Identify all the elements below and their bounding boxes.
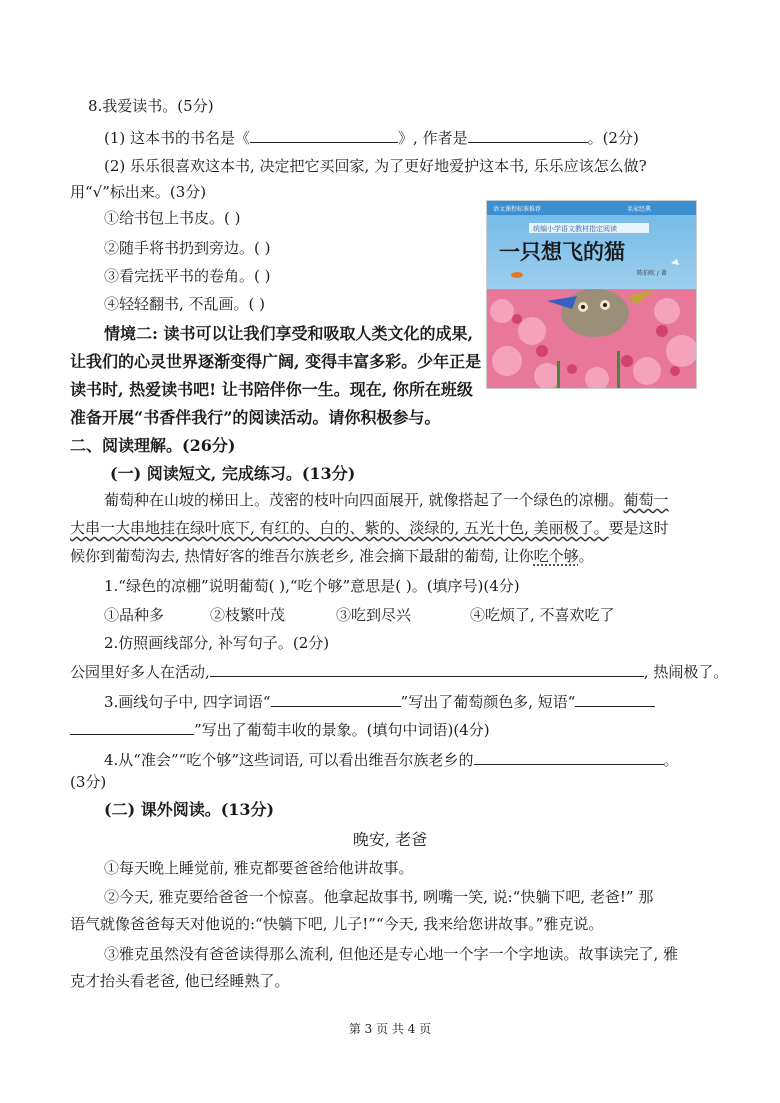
cover-author: 陈伯吹 / 著 — [637, 270, 667, 277]
q8-part2-line1: (2) 乐乐很喜欢这本书, 决定把它买回家, 为了更好地爱护这本书, 乐乐应该怎么做? — [104, 157, 647, 175]
q2-prefix: 公园里好多人在活动, — [70, 663, 210, 681]
q3-prefix: 3.画线句子中, 四字词语“ — [104, 693, 271, 711]
q1-text: 1.“绿色的凉棚”说明葡萄( ),“吃个够”意思是( )。(填序号)(4分) — [104, 577, 520, 595]
q2-suffix: , 热闹极了。 — [643, 663, 729, 681]
q8-part1-prefix: (1) 这本书的书名是《 — [104, 129, 251, 147]
q3-suffix: ”写出了葡萄丰收的景象。(填句中词语)(4分) — [194, 721, 490, 739]
q3-phrase-blank-b[interactable] — [70, 718, 194, 735]
cover-badge-right: 名家经典 — [627, 206, 652, 213]
q3-line-1 — [104, 690, 655, 712]
passage-line-2-rest: 要是这时 — [608, 519, 669, 537]
q2-answer-blank[interactable] — [210, 660, 644, 677]
passage-underlined-2: 大串一大串地挂在绿叶底下, 有红的、白的、紫的、淡绿的, 五光十色, 美丽极了。 — [70, 519, 609, 537]
cover-badge-left: 语文课程标准推荐 — [493, 206, 542, 213]
passage-line-1-text: 葡萄种在山坡的梯田上。茂密的枝叶向四面展开, 就像搭起了一个绿色的凉棚。 — [104, 491, 624, 509]
q8-option-2[interactable]: ②随手将书扔到旁边。( ) — [104, 239, 271, 257]
story-para-2-line-2: 语气就像爸爸每天对他说的:“快躺下吧, 儿子!”“今天, 我来给您讲故事。”雅克说。 — [70, 915, 604, 933]
q2-text: 2.仿照画线部分, 补写句子。(2分) — [104, 634, 330, 652]
part2-title: (二) 课外阅读。(13分) — [104, 800, 275, 819]
cover-top-banner: 统编小学语文教材指定阅读 — [533, 225, 617, 233]
cat-illustration — [561, 289, 629, 337]
q4-prefix: 4.从“准会”“吃个够”这些词语, 可以看出维吾尔族老乡的 — [104, 751, 474, 769]
q1-option-1: ①品种多 — [104, 606, 165, 624]
story-para-3-line-2: 克才抬头看老爸, 他已经睡熟了。 — [70, 972, 290, 990]
page-footer: 第 3 页 共 4 页 — [348, 1022, 432, 1036]
q8-option-4[interactable]: ④轻轻翻书, 不乱画。( ) — [104, 295, 266, 313]
q1-option-4: ④吃烦了, 不喜欢吃了 — [470, 606, 615, 624]
situation-line-2: 让我们的心灵世界逐渐变得广阔, 变得丰富多彩。少年正是 — [70, 352, 482, 371]
q4-line-1 — [104, 748, 679, 770]
passage-line-3-end: 。 — [578, 547, 594, 565]
section2-title: 二、阅读理解。(26分) — [70, 436, 236, 455]
story-para-1: ①每天晚上睡觉前, 雅克都要爸爸给他讲故事。 — [104, 859, 414, 877]
situation-line-4: 准备开展“书香伴我行”的阅读活动。请你积极参与。 — [70, 408, 441, 427]
part1-title: (一) 阅读短文, 完成练习。(13分) — [110, 464, 356, 483]
book-cover-art — [487, 201, 696, 388]
q3-mid: ”写出了葡萄颜色多, 短语“ — [400, 693, 576, 711]
cover-title: 一只想飞的猫 — [499, 240, 625, 264]
q8-title: 8.我爱读书。(5分) — [88, 97, 214, 115]
q4-suffix: 。 — [663, 751, 679, 769]
author-blank[interactable] — [468, 126, 588, 143]
q4-score: (3分) — [70, 773, 107, 791]
passage-dotted-word: 吃个够 — [533, 547, 579, 565]
q3-phrase-blank-a[interactable] — [575, 690, 655, 707]
q8-part1 — [104, 126, 639, 148]
passage-underlined-1: 葡萄一 — [623, 491, 669, 509]
passage-line-1 — [104, 490, 669, 510]
passage-line-3-text: 候你到葡萄沟去, 热情好客的维吾尔族老乡, 准会摘下最甜的葡萄, 让你 — [70, 547, 534, 565]
story-para-3-line-1: ③雅克虽然没有爸爸读得那么流利, 但他还是专心地一个字一个字地读。故事读完了, 雅 — [104, 945, 679, 963]
situation-line-1: 情境二: 读书可以让我们享受和吸取人类文化的成果, — [104, 324, 474, 343]
situation-line-3: 读书时, 热爱读书吧! 让书陪伴你一生。现在, 你所在班级 — [70, 380, 473, 399]
story-para-2-line-1: ②今天, 雅克要给爸爸一个惊喜。他拿起故事书, 咧嘴一笑, 说:“快躺下吧, 老爸!” 那 — [104, 888, 654, 906]
q4-answer-blank[interactable] — [474, 748, 664, 765]
q1-option-3: ③吃到尽兴 — [336, 606, 412, 624]
q8-option-3[interactable]: ③看完抚平书的卷角。( ) — [104, 267, 271, 285]
story-title: 晚安, 老爸 — [352, 830, 428, 849]
q3-line-2 — [70, 718, 490, 740]
q8-option-1[interactable]: ①给书包上书皮。( ) — [104, 209, 241, 227]
q8-part1-mid: 》, 作者是 — [398, 129, 468, 147]
q1-option-2: ②枝繁叶茂 — [210, 606, 286, 624]
passage-line-3 — [70, 546, 594, 566]
passage-line-2 — [70, 518, 669, 538]
book-cover-image — [486, 200, 697, 389]
q3-word-blank[interactable] — [271, 690, 401, 707]
book-title-blank[interactable] — [250, 126, 398, 143]
q8-part2-line2: 用“√”标出来。(3分) — [70, 183, 207, 201]
q8-part1-suffix: 。(2分) — [587, 129, 639, 147]
q2-fill — [70, 660, 728, 682]
